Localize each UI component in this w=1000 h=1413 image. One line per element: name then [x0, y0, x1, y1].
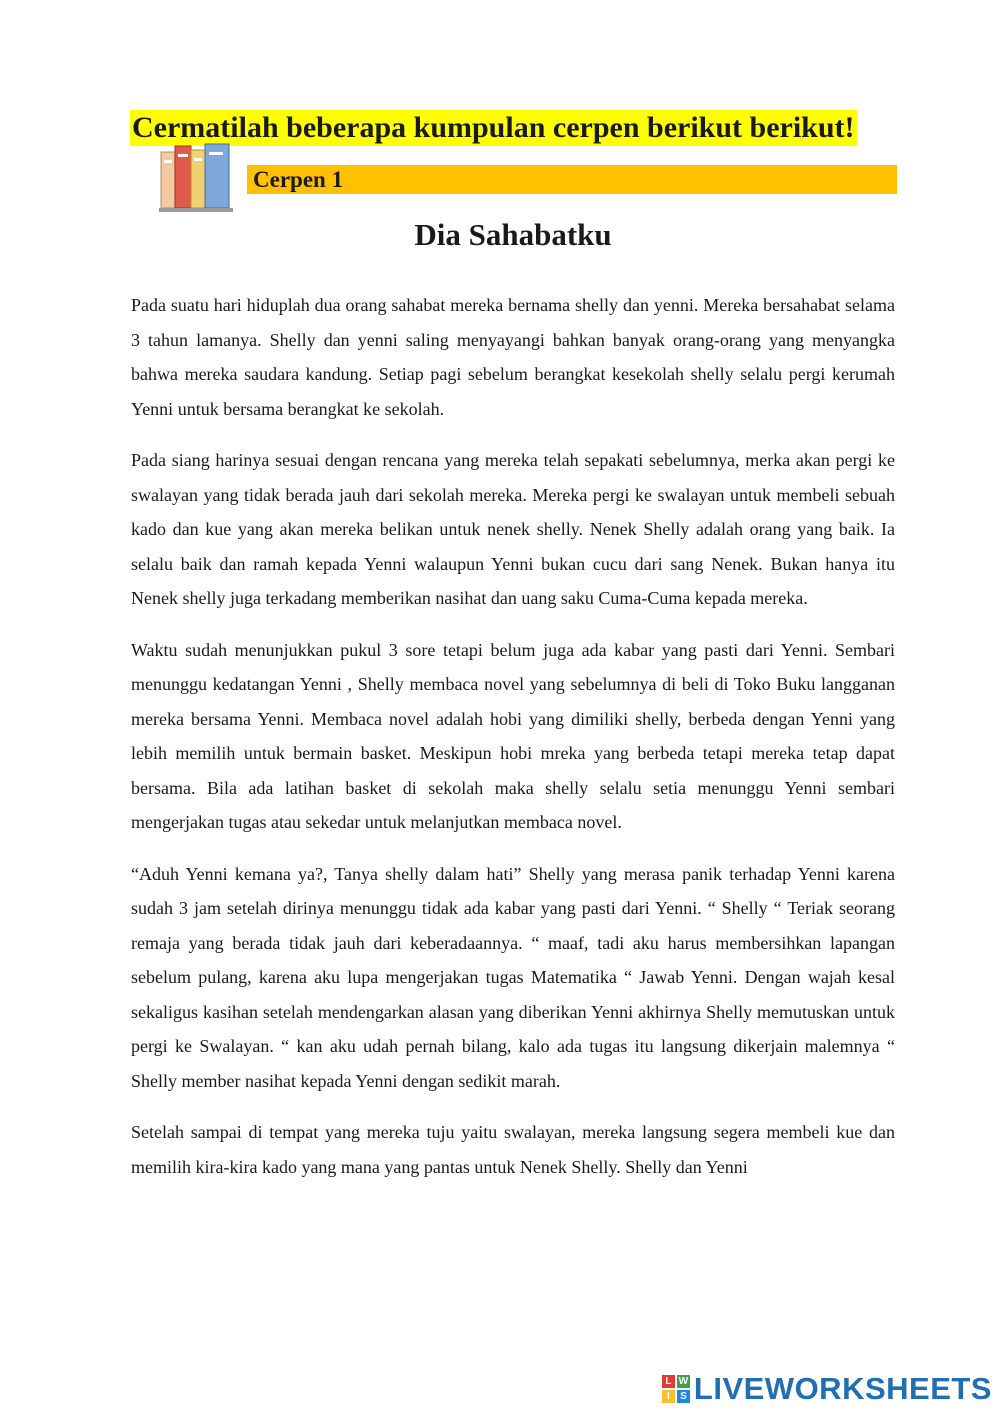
books-icon	[157, 140, 237, 214]
paragraph-5: Setelah sampai di tempat yang mereka tuju yaitu swalayan, mereka langsung segera membeli kue dan memilih kira-kira kado yang mana yang pantas untuk Nenek Shelly. Shelly dan Yenni	[131, 1122, 895, 1177]
instruction-heading: Cermatilah beberapa kumpulan cerpen berikut berikut!	[132, 111, 855, 144]
paragraph-1: Pada suatu hari hiduplah dua orang sahabat mereka bernama shelly dan yenni. Mereka bersahabat selama 3 tahun lamanya. Shelly dan yenni saling menyayangi bahkan banyak orang-orang yang menyangka bahwa mereka saudara kandung. Setiap pagi sebelum berangkat kesekolah shelly selalu pergi kerumah Yenni untuk bersama berangkat ke sekolah.	[131, 295, 895, 419]
story-body	[131, 288, 895, 1201]
paragraph-4: “Aduh Yenni kemana ya?, Tanya shelly dalam hati” Shelly yang merasa panik terhadap Yenni karena sudah 3 jam setelah dirinya menunggu tidak ada kabar yang pasti dari Yenni. “ Shelly “ Teriak seorang remaja yang berada tidak jauh dari keberadaannya. “ maaf, tadi aku harus membersihkan lapangan sebelum pulang, karena aku lupa mengerjakan tugas Matematika “ Jawab Yenni. Dengan wajah kesal sekaligus kasihan setelah mendengarkan alasan yang diberikan Yenni akhirnya Shelly memutuskan untuk pergi ke Swalayan. “ kan aku udah pernah bilang, kalo ada tugas itu langsung dikerjain malemnya “ Shelly member nasihat kepada Yenni dengan sedikit marah.	[131, 863, 895, 1091]
story-title: Dia Sahabatku	[414, 217, 612, 252]
logo-cell: L	[662, 1375, 675, 1388]
logo-cell: S	[677, 1390, 690, 1403]
logo-mark-icon	[662, 1375, 690, 1403]
footer-logo	[662, 1371, 992, 1407]
section-bar	[247, 165, 897, 194]
paragraph-3: Waktu sudah menunjukkan pukul 3 sore tetapi belum juga ada kabar yang pasti dari Yenni. Sembari menunggu kedatangan Yenni , Shelly membaca novel yang sebelumnya di beli di Toko Buku langganan mereka bersama Yenni. Membaca novel adalah hobi yang dimiliki shelly, berbeda dengan Yenni yang lebih memilih untuk bermain basket. Meskipun hobi mreka yang berbeda tetapi mereka tetap dapat bersama. Bila ada latihan basket di sekolah maka shelly selalu setia menunggu Yenni sembari mengerjakan tugas atau sekedar untuk melanjutkan membaca novel.	[131, 639, 895, 832]
brand-name: LIVEWORKSHEETS	[693, 1371, 992, 1406]
section-label: Cerpen 1	[253, 167, 344, 192]
paragraph-2: Pada siang harinya sesuai dengan rencana yang mereka telah sepakati sebelumnya, merka akan pergi ke swalayan yang tidak berada jauh dari sekolah mereka. Mereka pergi ke swalayan untuk membeli sebuah kado dan kue yang akan mereka belikan untuk nenek shelly. Nenek Shelly adalah orang yang baik. Ia selalu baik dan ramah kepada Yenni walaupun Yenni bukan cucu dari sang Nenek. Bukan hanya itu Nenek shelly juga terkadang memberikan nasihat dan uang saku Cuma-Cuma kepada mereka.	[131, 450, 895, 608]
logo-cell: I	[662, 1390, 675, 1403]
logo-cell: W	[678, 1376, 689, 1387]
